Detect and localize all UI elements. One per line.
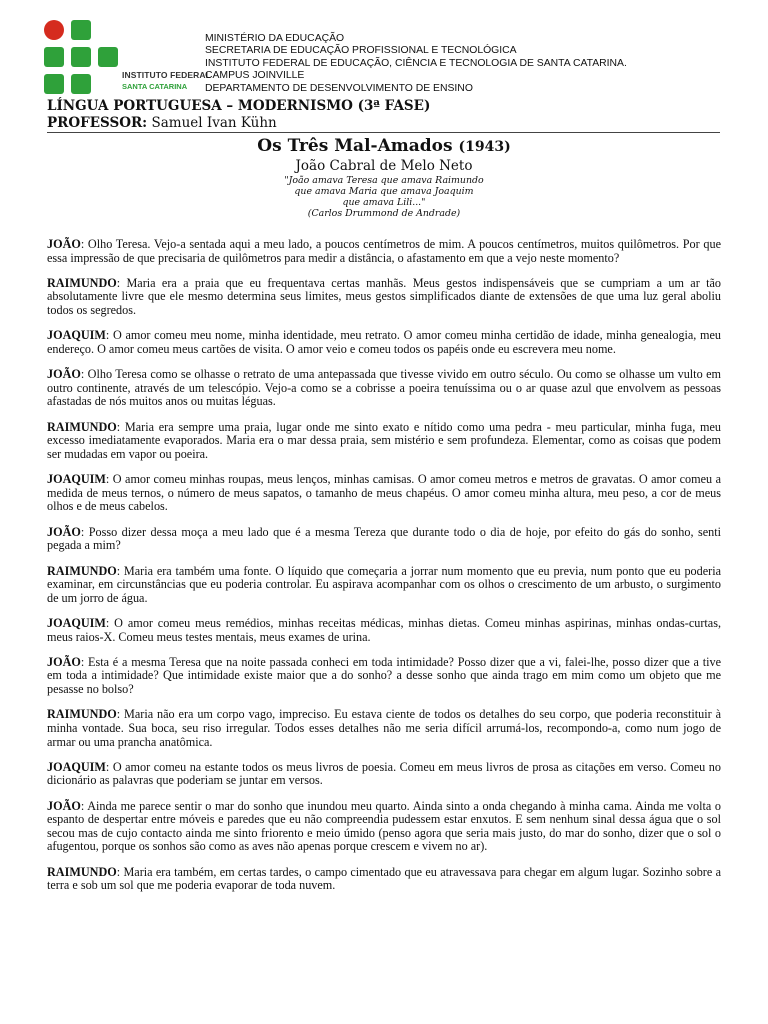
work-title — [0, 136, 768, 156]
work-year: (1943) — [458, 139, 511, 155]
epigraph-line: "João amava Teresa que amava Raimundo — [284, 175, 484, 186]
epigraph-attribution: (Carlos Drummond de Andrade) — [307, 208, 461, 219]
speech-text: : Olho Teresa. Vejo-a sentada aqui a meu lado, a poucos centímetros de mim. A poucos centímetros, muitos quilômetros. Por que essa impressão de que precisaria de quilômetros para medir a distância, o afastamento em que a vejo neste momento? — [47, 237, 721, 265]
speaker-name: JOÃO — [47, 654, 81, 669]
dialogue-paragraph — [47, 617, 721, 644]
speaker-name: JOÃO — [47, 524, 81, 539]
speech-text: : O amor comeu na estante todos os meus livros de poesia. Comeu em meus livros de prosa as citações em verso. Comeu no dicionário as palavras que poderiam se juntar em versos. — [47, 759, 721, 788]
speech-text: : O amor comeu meu nome, minha identidade, meu retrato. O amor comeu minha certidão de idade, minha genealogia, meu endereço. O amor comeu meus cartões de visita. O amor veio e comeu todos os papéis onde eu escrevera meu nome. — [47, 328, 721, 356]
dialogue-paragraph — [47, 329, 721, 356]
dialogue-paragraph — [47, 421, 721, 462]
speech-text: : Ainda me parece sentir o mar do sonho que inundou meu quarto. Ainda sinto a onda chegando à minha cama. Ainda me volta o espanto de despertar entre móveis e paredes que eu não compreendia pudessem estar enxutos. E sem nenhum sinal dessa água que o sol secou mas de cujo contacto ainda me sinto friorento e meio úmido (penso agora que seria mais justo, do mar do sonho, dizer que o sol o afugentou, porque os sonhos são como as aves não apenas porque crescem e vivem no ar). — [47, 798, 721, 854]
speech-text: : Maria não era um corpo vago, impreciso. Eu estava ciente de todos os detalhes do seu corpo, que poderia reconstituir à minha vontade. Sua boca, seu riso irregular. Todos esses detalhes não me seria difícil arrumá-los, recompondo-a, como num jogo de armar ou uma prancha anatômica. — [47, 707, 721, 749]
speaker-name: JOAQUIM — [47, 472, 106, 487]
dialogue-paragraph — [47, 238, 721, 265]
logo-subname: SANTA CATARINA — [122, 82, 188, 91]
epigraph-line: que amava Lili..." — [342, 197, 426, 208]
speaker-name: RAIMUNDO — [47, 707, 117, 722]
header-line: CAMPUS JOINVILLE — [205, 70, 305, 82]
work-author: João Cabral de Melo Neto — [295, 158, 473, 174]
dialogue-paragraph — [47, 526, 721, 553]
speaker-name: JOAQUIM — [47, 615, 106, 630]
speaker-name: RAIMUNDO — [47, 563, 117, 578]
header-line: DEPARTAMENTO DE DESENVOLVIMENTO DE ENSINO — [205, 82, 473, 94]
speaker-name: JOÃO — [47, 237, 81, 251]
header-divider — [47, 132, 720, 133]
dialogue-paragraph — [47, 368, 721, 409]
logo-square — [44, 47, 64, 67]
epigraph — [0, 175, 768, 219]
speech-text: : O amor comeu minhas roupas, meus lenços, minhas camisas. O amor comeu metros e metros de gravatas. O amor comeu a medida de meus ternos, o número de meus sapatos, o tamanho de meus chapéus. O amor comeu minha altura, meu peso, a cor de meus olhos e de meus cabelos. — [47, 472, 721, 514]
professor-line — [47, 115, 277, 131]
dialogue-paragraph — [47, 800, 721, 854]
course-title: LÍNGUA PORTUGUESA – MODERNISMO (3ª FASE) — [47, 98, 431, 114]
professor-label: PROFESSOR: — [47, 115, 148, 131]
speech-text: : Esta é a mesma Teresa que na noite passada conheci em toda intimidade? Posso dizer que a vi, falei-lhe, posso dizer que a tive em toda a intimidade? Que intimidade existe maior que a do sonho? a desse sonho que ainda trago em mim como um objeto que me pesasse no bolso? — [47, 654, 721, 697]
header-line: INSTITUTO FEDERAL DE EDUCAÇÃO, CIÊNCIA E TECNOLOGIA DE SANTA CATARINA. — [205, 57, 627, 69]
speech-text: : Maria era também, em certas tardes, o campo cimentado que eu atravessava para chegar em algum lugar. Sozinho sobre a terra e sob um sol que me poderia evaporar de toda nuvem. — [47, 864, 721, 893]
speech-text: : Maria era a praia que eu frequentava certas manhãs. Meus gestos indispensáveis que se cumpriam a um ar tão absolutamente livre que ele mesmo determina seus limites, meus gestos simplificados diante de extensões de que uma luz geral aboliu todos os segredos. — [47, 275, 721, 318]
work-title-text: Os Três Mal-Amados — [257, 136, 453, 156]
speech-text: : Posso dizer dessa moça a meu lado que é a mesma Tereza que durante todo o dia de hoje, por efeito do gás do sonho, senti pegada a mim? — [47, 524, 721, 553]
dialogue-paragraph — [47, 656, 721, 697]
dialogue-body — [47, 238, 721, 905]
epigraph-line: que amava Maria que amava Joaquim — [294, 186, 474, 197]
logo-grid-icon — [44, 20, 119, 95]
logo-name: INSTITUTO FEDERAL — [122, 70, 211, 80]
logo-square — [98, 47, 118, 67]
speaker-name: JOAQUIM — [47, 759, 106, 774]
dialogue-paragraph — [47, 761, 721, 788]
logo-square — [71, 20, 91, 40]
speech-text: : Maria era sempre uma praia, lugar onde me sinto exato e nítido como uma pedra - meu particular, minha fuga, meu excesso imediatamente evaporados. Maria era o mar dessa praia, sem mistério e sem profundeza. Elementar, como as coisas que podem ser mudadas em vapor ou poeira. — [47, 419, 721, 461]
dialogue-paragraph — [47, 708, 721, 749]
dialogue-paragraph — [47, 565, 721, 606]
speaker-name: RAIMUNDO — [47, 419, 117, 434]
header-line: MINISTÉRIO DA EDUCAÇÃO — [205, 33, 345, 44]
speech-text: : Maria era também uma fonte. O líquido que começaria a jorrar num momento que eu previa, num ponto que eu poderia examinar, em circunstâncias que eu poderia controlar. Eu aspirava acompanhar com os olhos o crescimento de um arbusto, o surgimento de um jorro de água. — [47, 563, 721, 605]
logo-red-circle — [44, 20, 64, 40]
header-line: SECRETARIA DE EDUCAÇÃO PROFISSIONAL E TECNOLÓGICA — [205, 45, 517, 57]
speaker-name: RAIMUNDO — [47, 275, 117, 290]
speaker-name: JOÃO — [47, 367, 81, 382]
speech-text: : Olho Teresa como se olhasse o retrato de uma antepassada que tivesse vivido em outro século. Ou como se olhasse um vulto em outro continente, através de um telescópio. Vejo-a como se a cobrisse a poeira tenuíssima ou o ar quase azul que envolvem as pessoas afastadas de nós muitos anos ou muitas léguas. — [47, 367, 721, 409]
speaker-name: RAIMUNDO — [47, 864, 117, 879]
logo-square — [71, 74, 91, 94]
professor-name: Samuel Ivan Kühn — [151, 115, 277, 131]
speech-text: : O amor comeu meus remédios, minhas receitas médicas, minhas dietas. Comeu minhas aspirinas, minhas ondas-curtas, meus raios-X. Comeu meus testes mentais, meus exames de urina. — [47, 615, 721, 644]
logo-square — [44, 74, 64, 94]
speaker-name: JOÃO — [47, 798, 81, 813]
ifsc-logo — [44, 20, 211, 98]
speaker-name: JOAQUIM — [47, 328, 106, 343]
dialogue-paragraph — [47, 277, 721, 318]
dialogue-paragraph — [47, 866, 721, 893]
institution-header — [205, 33, 627, 95]
logo-square — [71, 47, 91, 67]
dialogue-paragraph — [47, 473, 721, 514]
